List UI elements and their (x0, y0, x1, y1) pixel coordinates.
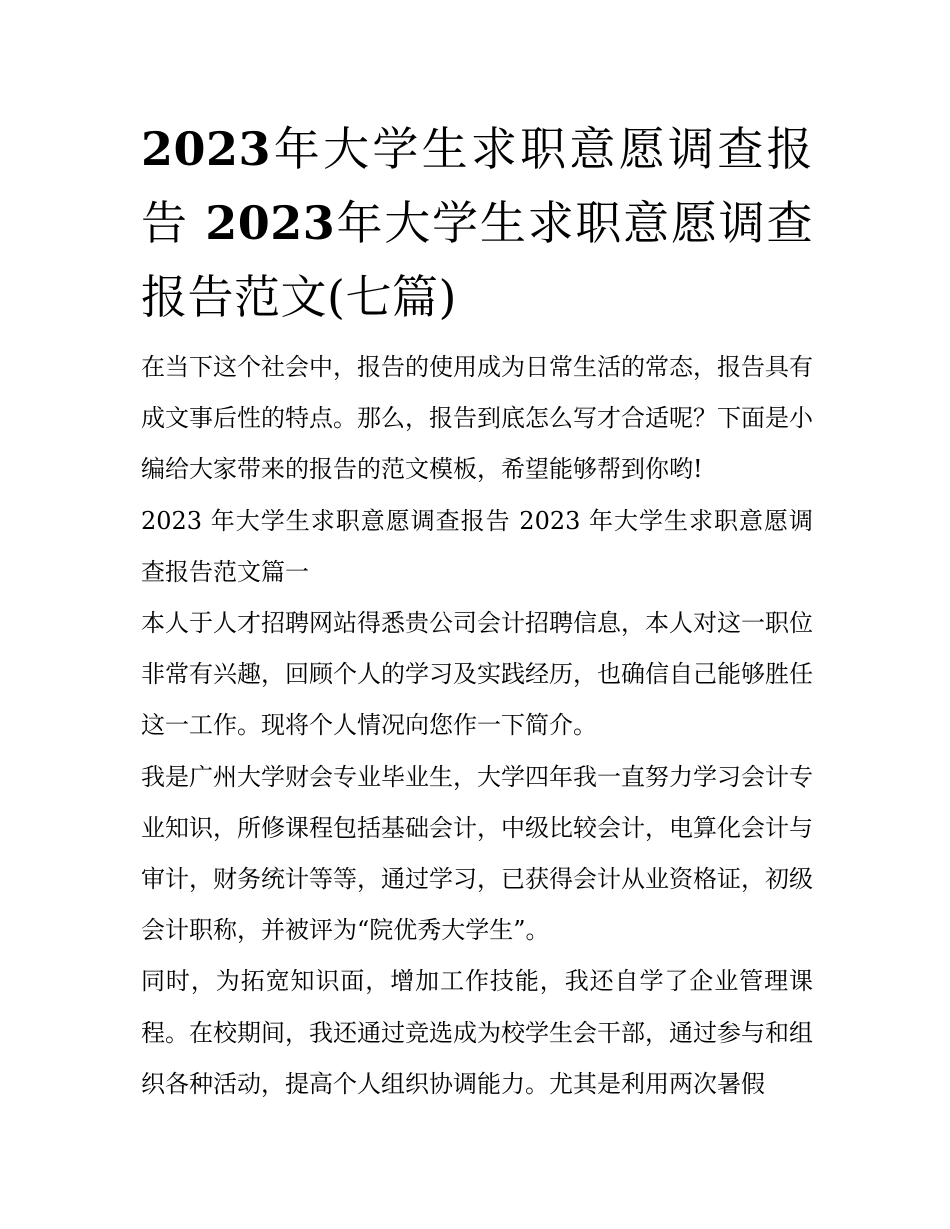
paragraph-activities: 同时，为拓宽知识面，增加工作技能，我还自学了企业管理课程。在校期间，我还通过竞选成为校学生会干部，通过参与和组织各种活动，提高个人组织协调能力。尤其是利用两次暑假 (141, 967, 813, 1098)
title-text: 2023年大学生求职意愿调查报告 2023年大学生求职意愿调查报告范文(七篇) (141, 122, 814, 324)
title-year: 2023 (205, 196, 336, 250)
paragraph-section-heading: 2023 年大学生求职意愿调查报告 2023 年大学生求职意愿调查报告范文篇一 (141, 506, 813, 586)
paragraph-self-intro: 本人于人才招聘网站得悉贵公司会计招聘信息，本人对这一职位非常有兴趣，回顾个人的学习及实践经历，也确信自己能够胜任这一工作。现将个人情况向您作一下简介。 (141, 609, 813, 740)
paragraph-education: 我是广州大学财会专业毕业生，大学四年我一直努力学习会计专业知识，所修课程包括基础会计，中级比较会计，电算化会计与审计，财务统计等等，通过学习，已获得会计从业资格证，初级会计职称，并被评为“院优秀大学生”。 (141, 762, 813, 945)
paragraph-intro: 在当下这个社会中，报告的使用成为日常生活的常态，报告具有成文事后性的特点。那么，报告到底怎么写才合适呢？下面是小编给大家带来的报告的范文模板，希望能够帮到你哟! (141, 353, 813, 484)
document-title (141, 112, 813, 334)
document-body (141, 112, 813, 1110)
title-year: 2023 (141, 122, 272, 176)
